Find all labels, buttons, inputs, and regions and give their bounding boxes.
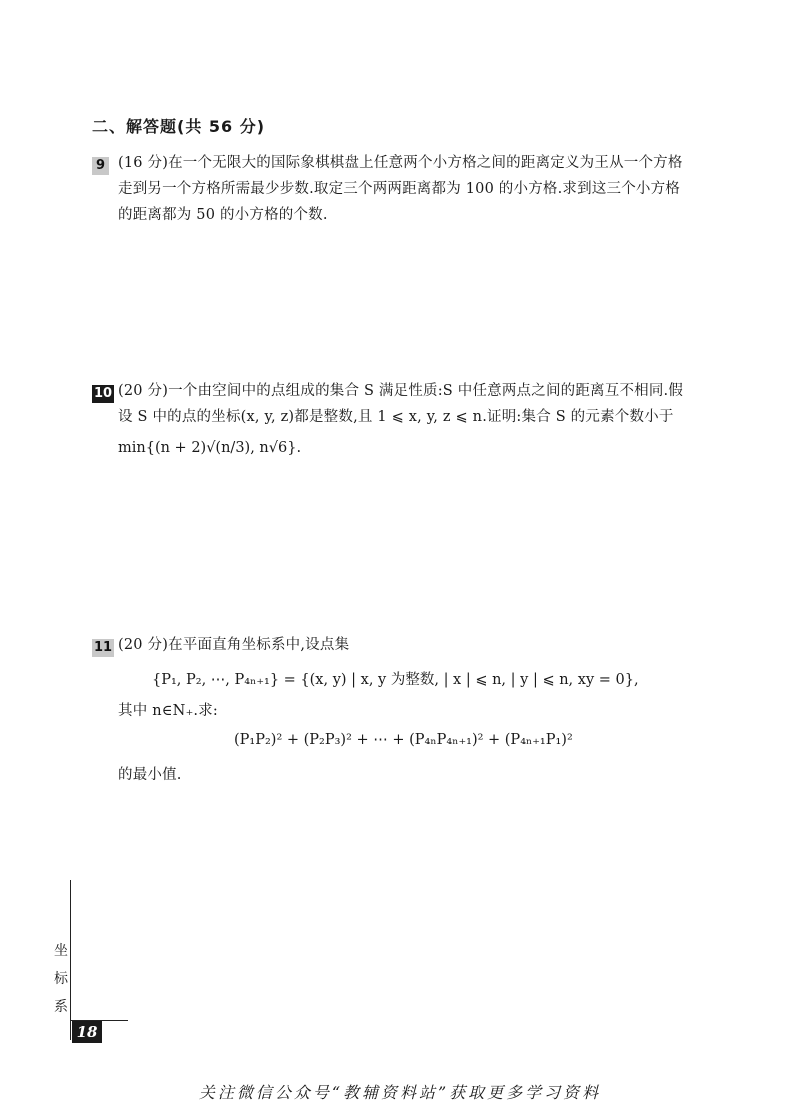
- q9-line-2: 走到另一个方格所需最少步数.取定三个两两距离都为 100 的小方格.求到这三个小方格: [118, 181, 681, 197]
- q10-line-1: (20 分)一个由空间中的点组成的集合 S 满足性质:S 中任意两点之间的距离互不相同.假: [118, 383, 684, 399]
- q10-formula: min{(n + 2)√(n/3), n√6}.: [118, 440, 302, 456]
- question-10-text: [118, 378, 718, 430]
- side-label-char-1: 坐: [54, 943, 68, 959]
- q11-where: 其中 n∈N₊.求:: [118, 703, 219, 719]
- section-title: 二、解答题(共 56 分): [92, 117, 266, 136]
- q11-set-formula: {P₁, P₂, ⋯, P₄ₙ₊₁} = {(x, y) | x, y 为整数, | x | ⩽ n, | y | ⩽ n, xy = 0},: [152, 672, 639, 688]
- q10-line-2: 设 S 中的点的坐标(x, y, z)都是整数,且 1 ⩽ x, y, z ⩽ n.证明:集合 S 的元素个数小于: [118, 409, 674, 425]
- page-number: 18: [72, 1021, 102, 1043]
- question-number-10: 10: [93, 386, 113, 401]
- question-number-11: 11: [93, 640, 113, 655]
- question-number-9: 9: [92, 157, 109, 175]
- q9-line-3: 的距离都为 50 的小方格的个数.: [118, 207, 328, 223]
- side-rule-vertical: [70, 880, 71, 1040]
- footer-watermark: 关注微信公众号“教辅资料站”获取更多学习资料: [198, 1083, 602, 1102]
- q11-sum-formula: (P₁P₂)² + (P₂P₃)² + ⋯ + (P₄ₙP₄ₙ₊₁)² + (P₄ₙ₊₁P₁)²: [234, 732, 573, 748]
- q9-line-1: (16 分)在一个无限大的国际象棋棋盘上任意两个小方格之间的距离定义为王从一个方格: [118, 155, 683, 171]
- side-label-char-2: 标: [54, 971, 68, 987]
- question-9-text: [118, 150, 718, 228]
- q11-intro: (20 分)在平面直角坐标系中,设点集: [118, 637, 350, 653]
- q11-end: 的最小值.: [118, 767, 182, 783]
- side-label-char-3: 系: [54, 999, 68, 1015]
